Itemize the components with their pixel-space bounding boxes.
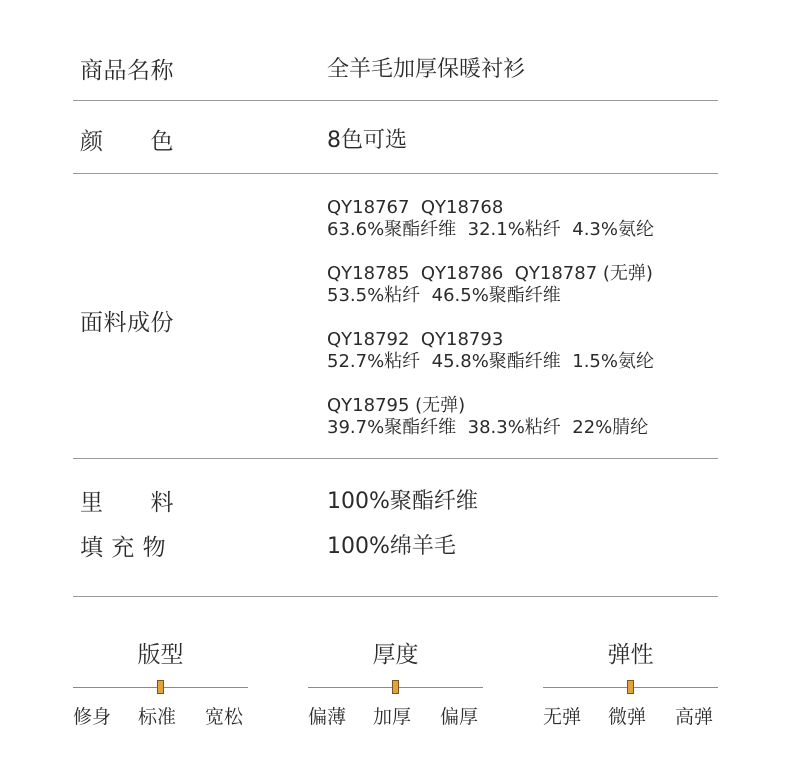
- fabric-codes-1: QY18767 QY18768: [327, 197, 504, 218]
- filling-value: 100%绵羊毛: [327, 534, 456, 559]
- elasticity-scale-marker: [627, 680, 634, 694]
- lining-label: 里 料: [80, 490, 174, 516]
- elasticity-option-high: 高弹: [675, 706, 714, 728]
- divider: [73, 596, 718, 597]
- filling-label: 填 充 物: [80, 535, 167, 561]
- fabric-codes-2: QY18785 QY18786 QY18787 (无弹): [327, 263, 653, 284]
- fit-scale-marker: [157, 680, 164, 694]
- fabric-composition-3: 52.7%粘纤 45.8%聚酯纤维 1.5%氨纶: [327, 351, 654, 372]
- thickness-option-thickened: 加厚: [373, 706, 412, 728]
- fabric-codes-4: QY18795 (无弹): [327, 395, 466, 416]
- thickness-option-thin: 偏薄: [308, 706, 347, 728]
- thickness-option-thick: 偏厚: [440, 706, 479, 728]
- thickness-scale-marker: [392, 680, 399, 694]
- divider: [73, 173, 718, 174]
- fit-option-standard: 标准: [138, 706, 177, 728]
- elasticity-scale-title: 弹性: [607, 642, 654, 668]
- fit-scale: [73, 636, 248, 736]
- product-name-label: 商品名称: [80, 58, 174, 84]
- fabric-label: 面料成份: [80, 310, 174, 336]
- fabric-composition-4: 39.7%聚酯纤维 38.3%粘纤 22%腈纶: [327, 417, 649, 438]
- divider: [73, 100, 718, 101]
- fit-option-slim: 修身: [73, 706, 112, 728]
- color-label: 颜 色: [80, 129, 174, 155]
- elasticity-option-slight: 微弹: [608, 706, 647, 728]
- divider: [73, 458, 718, 459]
- thickness-scale-title: 厚度: [372, 642, 419, 668]
- fabric-codes-3: QY18792 QY18793: [327, 329, 504, 350]
- elasticity-option-none: 无弹: [543, 706, 582, 728]
- color-value: 8色可选: [327, 128, 407, 153]
- product-name-value: 全羊毛加厚保暖衬衫: [327, 57, 526, 82]
- elasticity-scale: [543, 636, 718, 736]
- fabric-composition-2: 53.5%粘纤 46.5%聚酯纤维: [327, 285, 561, 306]
- lining-value: 100%聚酯纤维: [327, 489, 478, 514]
- fit-option-loose: 宽松: [205, 706, 244, 728]
- fit-scale-title: 版型: [137, 642, 184, 668]
- thickness-scale: [308, 636, 483, 736]
- fabric-composition-1: 63.6%聚酯纤维 32.1%粘纤 4.3%氨纶: [327, 219, 654, 240]
